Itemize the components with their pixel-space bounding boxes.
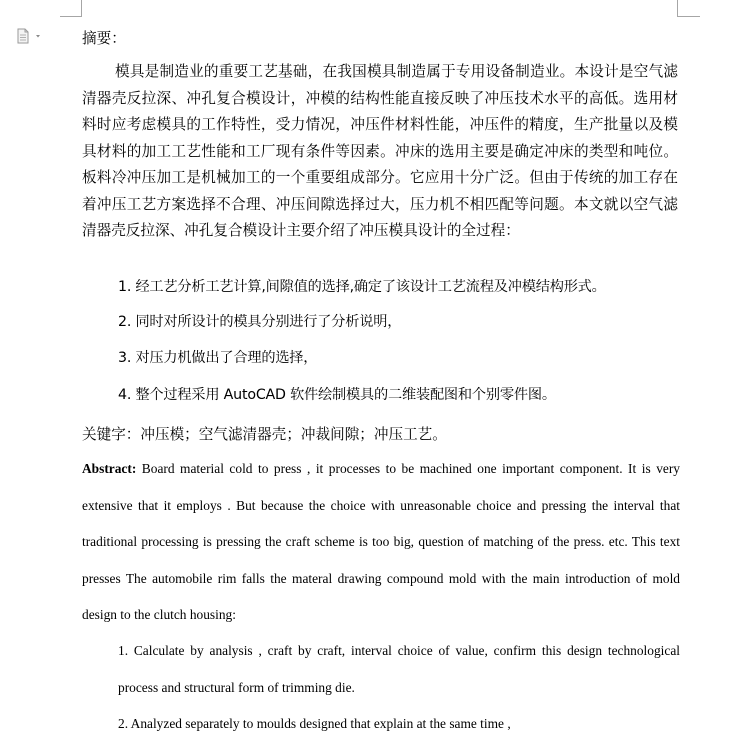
chevron-down-icon — [36, 35, 40, 38]
list-item-zh-3: 3. 对压力机做出了合理的选择， — [118, 350, 318, 366]
crop-mark-right-vertical — [677, 0, 678, 17]
abstract-heading: 摘要： — [82, 30, 126, 47]
crop-mark-left-horizontal — [60, 16, 82, 17]
abstract-en-text: Board material cold to press , it processes to be machined one important component. It is very extensive that it employs . But because the choice with unreasonable choice and pressing the interval that traditional processing is pressing the craft scheme is too big, question of matching of the press. etc. This text presses The automobile rim falls the materal drawing compound mold with the main introduction of mold design to the clutch housing: — [82, 461, 680, 623]
list-item-zh-4: 4. 整个过程采用 AutoCAD 软件绘制模具的二维装配图和个别零件图。 — [118, 387, 556, 403]
list-item-en-2: 2. Analyzed separately to moulds designed that explain at the same time , — [118, 716, 511, 731]
crop-mark-left-vertical — [81, 0, 82, 17]
abstract-paragraph-en — [82, 451, 680, 634]
list-item-zh-1: 1. 经工艺分析工艺计算,间隙值的选择,确定了该设计工艺流程及冲模结构形式。 — [118, 279, 606, 295]
crop-mark-right-horizontal — [677, 16, 700, 17]
abstract-paragraph-zh: 模具是制造业的重要工艺基础，在我国模具制造属于专用设备制造业。本设计是空气滤清器壳反拉深、冲孔复合模设计，冲模的结构性能直接反映了冲压技术水平的高低。选用材料时应考虑模具的工作特性，受力情况，冲压件材料性能，冲压件的精度，生产批量以及模具材料的加工工艺性能和工厂现有条件等因素。冲床的选用主要是确定冲床的类型和吨位。板料冷冲压加工是机械加工的一个重要组成部分。它应用十分广泛。但由于传统的加工存在着冲压工艺方案选择不合理、冲压间隙选择过大，压力机不相匹配等问题。本文就以空气滤清器壳反拉深、冲孔复合模设计主要介绍了冲压模具设计的全过程： — [82, 63, 678, 239]
list-item-zh-2: 2. 同时对所设计的模具分别进行了分析说明， — [118, 314, 402, 330]
keywords-zh: 关键字：冲压模；空气滤清器壳；冲裁间隙；冲压工艺。 — [82, 426, 447, 443]
document-options-button[interactable] — [17, 28, 45, 44]
document-page-icon — [17, 28, 45, 44]
list-item-en-1: 1. Calculate by analysis , craft by craft, interval choice of value, confirm this design technological process and structural form of trimming die. — [118, 643, 680, 695]
abstract-en-label: Abstract: — [82, 461, 137, 476]
